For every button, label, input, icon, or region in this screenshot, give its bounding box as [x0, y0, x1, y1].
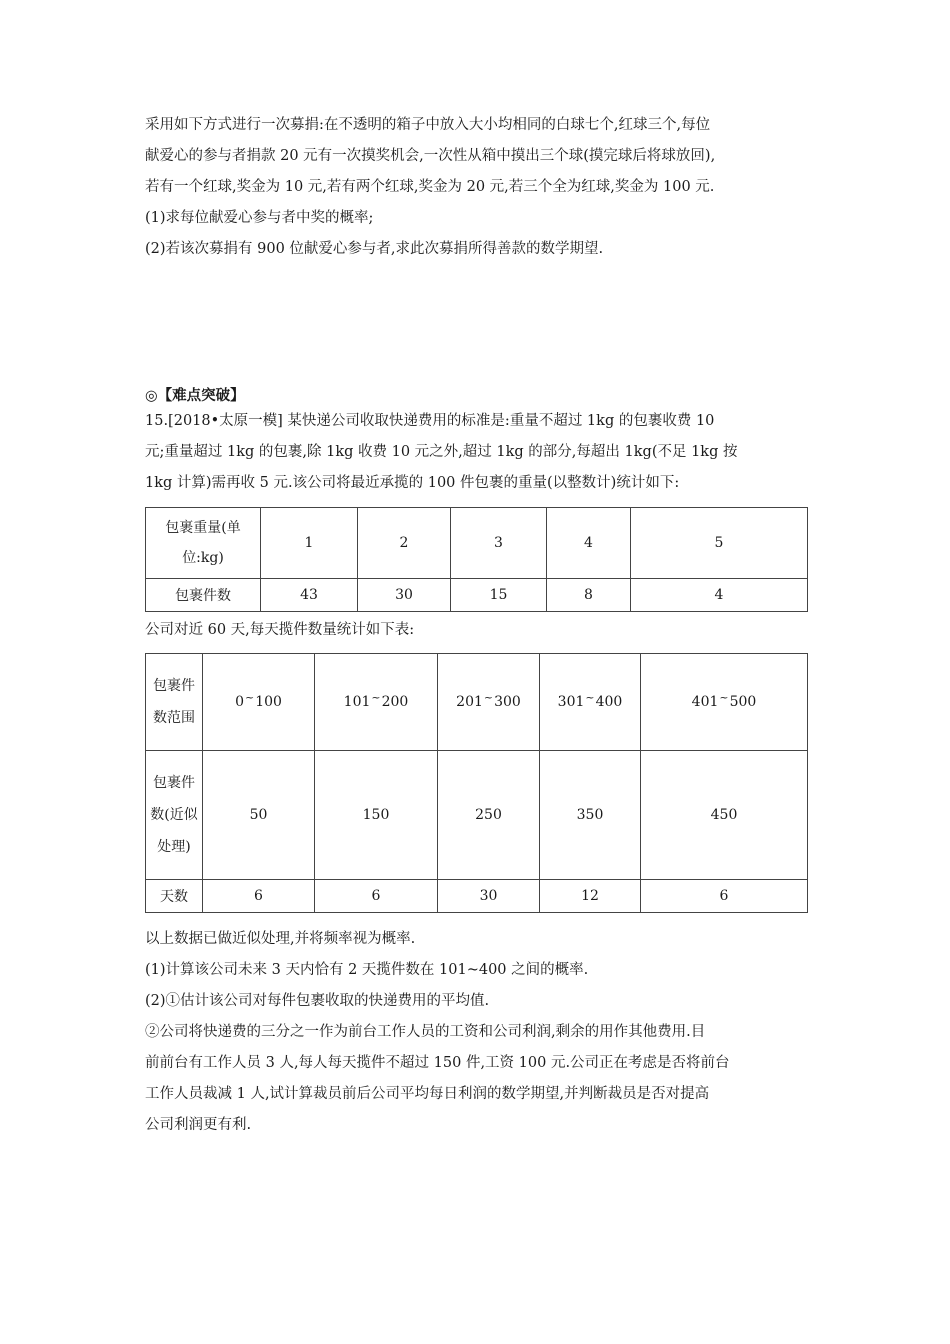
- table-cell: 30: [438, 880, 540, 913]
- row-header: 包裹重量(单位:kg): [146, 508, 261, 579]
- text-line: 献爱心的参与者捐款 20 元有一次摸奖机会,一次性从箱中摸出三个球(摸完球后将球放回),: [145, 148, 716, 164]
- row-header: 天数: [146, 880, 203, 913]
- text-line: (2)若该次募捐有 900 位献爱心参与者,求此次募捐所得善款的数学期望.: [145, 241, 604, 257]
- section-heading: [145, 384, 245, 405]
- table-cell: 30: [358, 579, 451, 612]
- table-cell: 6: [203, 880, 315, 913]
- target-icon: ◎: [145, 388, 158, 404]
- text-line: (1)计算该公司未来 3 天内恰有 2 天揽件数在 101~400 之间的概率.: [145, 962, 589, 978]
- table-cell: 250: [438, 751, 540, 880]
- weight-table: [145, 507, 808, 612]
- row-header: 包裹件数(近似处理): [146, 751, 203, 880]
- problem-15-statement: [145, 406, 810, 499]
- table-cell: 101~200: [315, 654, 438, 751]
- text-line: 采用如下方式进行一次募捐:在不透明的箱子中放入大小均相同的白球七个,红球三个,每位: [145, 117, 711, 133]
- table-cell: 12: [540, 880, 641, 913]
- table-cell: 3: [451, 508, 547, 579]
- table-cell: 150: [315, 751, 438, 880]
- table-row: [146, 579, 808, 612]
- table-cell: 450: [641, 751, 808, 880]
- table-row: [146, 508, 808, 579]
- table-cell: 15: [451, 579, 547, 612]
- text-line: 若有一个红球,奖金为 10 元,若有两个红球,奖金为 20 元,若三个全为红球,奖金为 100 元.: [145, 179, 715, 195]
- table-cell: 8: [547, 579, 631, 612]
- table-row: [146, 751, 808, 880]
- questions-paragraph: [145, 924, 810, 1141]
- text-line: (1)求每位献爱心参与者中奖的概率;: [145, 210, 374, 226]
- table-cell: 6: [641, 880, 808, 913]
- table-cell: 43: [261, 579, 358, 612]
- text-line: 工作人员裁减 1 人,试计算裁员前后公司平均每日利润的数学期望,并判断裁员是否对提高: [145, 1086, 710, 1102]
- table-cell: 5: [631, 508, 808, 579]
- text-line: ②公司将快递费的三分之一作为前台工作人员的工资和公司利润,剩余的用作其他费用.目: [145, 1024, 706, 1040]
- table-cell: 4: [631, 579, 808, 612]
- table-intro-text: [145, 615, 810, 646]
- section-title: 【难点突破】: [157, 388, 245, 404]
- intro-paragraph: [145, 110, 810, 265]
- text-line: 1kg 计算)需再收 5 元.该公司将最近承揽的 100 件包裹的重量(以整数计)统计如下:: [145, 475, 680, 491]
- table-row: [146, 880, 808, 913]
- text-line: 前前台有工作人员 3 人,每人每天揽件不超过 150 件,工资 100 元.公司正在考虑是否将前台: [145, 1055, 730, 1071]
- table-cell: 201~300: [438, 654, 540, 751]
- row-header: 包裹件数范围: [146, 654, 203, 751]
- text-line: 以上数据已做近似处理,并将频率视为概率.: [145, 931, 416, 947]
- table-cell: 0~100: [203, 654, 315, 751]
- table-cell: 401~500: [641, 654, 808, 751]
- text-line: (2)①估计该公司对每件包裹收取的快递费用的平均值.: [145, 993, 490, 1009]
- text-line: 15.[2018•太原一模] 某快递公司收取快递费用的标准是:重量不超过 1kg 的包裹收费 10: [145, 413, 715, 429]
- row-header: 包裹件数: [146, 579, 261, 612]
- table-cell: 4: [547, 508, 631, 579]
- table-cell: 350: [540, 751, 641, 880]
- text-line: 公司利润更有利.: [145, 1117, 252, 1133]
- text-line: 公司对近 60 天,每天揽件数量统计如下表:: [145, 622, 415, 638]
- table-cell: 2: [358, 508, 451, 579]
- daily-volume-table: [145, 653, 808, 913]
- table-cell: 6: [315, 880, 438, 913]
- table-cell: 1: [261, 508, 358, 579]
- table-cell: 301~400: [540, 654, 641, 751]
- text-line: 元;重量超过 1kg 的包裹,除 1kg 收费 10 元之外,超过 1kg 的部分,每超出 1kg(不足 1kg 按: [145, 444, 738, 460]
- table-row: [146, 654, 808, 751]
- table-cell: 50: [203, 751, 315, 880]
